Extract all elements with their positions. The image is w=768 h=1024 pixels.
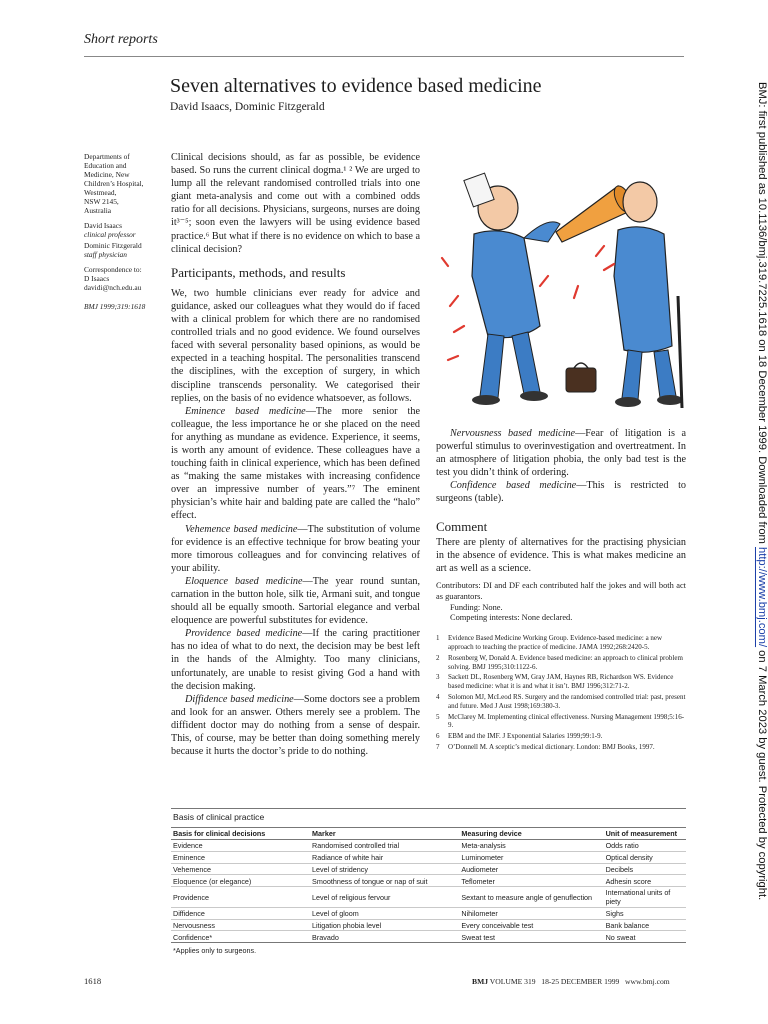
table-footnote: *Applies only to surgeons. <box>173 946 257 956</box>
confidence-paragraph <box>436 479 686 505</box>
vehemence-paragraph <box>171 523 420 575</box>
nervousness-term: Nervousness based medicine <box>450 428 576 439</box>
correspondence-block <box>84 265 168 292</box>
reference-item: 3 Sackett DL, Rosenberg WM, Gray JAM, Haynes RB, Richardson WS. Evidence based medicine: what it is and what it isn’t. BMJ 1996;312:71-2. <box>436 673 674 691</box>
copyright-side-notice <box>748 82 768 942</box>
author1-block <box>84 221 168 259</box>
header-rule <box>84 56 684 57</box>
table-header-cell: Marker <box>310 828 459 840</box>
author1-name: David Isaacs <box>84 221 122 230</box>
side-notice-text: BMJ: first published as 10.1136/bmj.319.7225.1618 on 18 December 1999. Downloaded from <box>756 82 768 547</box>
comment-paragraph: There are plenty of alternatives for the practising physician in the absence of evidence. This is what makes medicine an art as well as a science. <box>436 536 686 574</box>
cartoon-doctors-icon <box>442 173 683 408</box>
eloquence-paragraph <box>171 575 420 627</box>
right-column <box>436 427 686 754</box>
nervousness-paragraph <box>436 427 686 479</box>
methods-paragraph: We, two humble clinicians ever ready for advice and guidance, asked our colleagues what they would do if faced with a clinical problem for which there are no randomised controlled trials and no good evidence. We found ourselves faced with several personality based opinions, as would be expected in a teaching hospital. The personalities transcend the disciplines, with the exception of surgery, in which discipline transcends personality. We categorised their replies, on the basis of no evidence whatsoever, as follows. <box>171 287 420 404</box>
author-sidebar <box>84 152 168 317</box>
table-row: Providence Level of religious fervour Sextant to measure angle of genuflection International units of piety <box>171 887 686 908</box>
correspondence-email[interactable]: davidi@nch.edu.au <box>84 283 142 292</box>
affiliation-line: NSW 2145, <box>84 197 119 206</box>
reference-list <box>436 634 686 752</box>
footer-volume: VOLUME 319 <box>489 977 536 986</box>
affiliation-line: Departments of <box>84 152 130 161</box>
eloquence-term: Eloquence based medicine <box>185 575 303 587</box>
affiliation-line: Education and <box>84 161 127 170</box>
cartoon-doctors-illustration <box>428 146 690 418</box>
reference-item: 7 O’Donnell M. A sceptic’s medical dictionary. London: BMJ Books, 1997. <box>436 742 655 751</box>
vehemence-term: Vehemence based medicine <box>185 523 298 535</box>
table-row: Vehemence Level of stridency Audiometer Decibels <box>171 863 686 875</box>
table-row: Nervousness Litigation phobia level Every conceivable test Bank balance <box>171 919 686 931</box>
nervousness-text: —Fear of litigation is a powerful stimulus to overinvestigation and overtreatment. In an atmosphere of litigation phobia, the only bad test is the test you didn’t think of ordering. <box>436 428 686 479</box>
reference-item: 5 McClarey M. Implementing clinical effectiveness. Nursing Management 1998;5:16-9. <box>436 712 685 730</box>
affiliation <box>84 152 168 215</box>
table-header-row <box>171 828 686 840</box>
table-header-cell: Basis for clinical decisions <box>171 828 310 840</box>
side-notice-text: on 7 March 2023 by guest. Protected by copyright. <box>756 647 768 901</box>
footer-date: 18-25 DECEMBER 1999 <box>541 977 620 986</box>
left-column <box>171 151 420 758</box>
eminence-text: —The more senior the colleague, the less importance he or she placed on the need for anything as mundane as evidence. Experience, it seems, is worth any amount of evidence. These colleagues have a touching faith in clinical experience, which has been defined as “making the same mistakes with increasing confidence over an impressive number of years.”⁷ The eminent physician’s white hair and balding pate are called the “halo” effect. <box>171 405 420 522</box>
section-label: Short reports <box>84 32 158 47</box>
providence-text: —If the caring practitioner has no idea of what to do next, the decision may be best left in the hands of the Almighty. Too many clinicians, unfortunately, are unable to resist giving God a hand with the decision making. <box>171 628 421 692</box>
table-title: Basis of clinical practice <box>173 812 265 822</box>
funding-note: Funding: None. <box>450 602 503 612</box>
table-header-cell: Unit of measurement <box>604 828 686 840</box>
affiliation-line: Medicine, New <box>84 170 130 179</box>
methods-heading: Participants, methods, and results <box>171 264 346 280</box>
journal-footer <box>472 977 670 986</box>
table-row: Evidence Randomised controlled trial Meta-analysis Odds ratio <box>171 840 686 852</box>
article-title: Seven alternatives to evidence based medicine <box>170 75 542 97</box>
footer-site[interactable]: www.bmj.com <box>625 977 670 986</box>
practice-table-block <box>171 808 686 955</box>
providence-paragraph <box>171 627 420 692</box>
affiliation-line: Westmead, <box>84 188 117 197</box>
vehemence-text: —The substitution of volume for evidence is an effective technique for brow beating your more timorous colleagues and for convincing relatives of your ability. <box>171 523 420 574</box>
correspondence-name: D Isaacs <box>84 274 110 283</box>
author2-name: Dominic Fitzgerald <box>84 241 142 250</box>
author2-role: staff physician <box>84 250 127 259</box>
page-number: 1618 <box>84 976 102 986</box>
diffidence-paragraph <box>171 693 420 758</box>
affiliation-line: Australia <box>84 206 112 215</box>
table-header-cell: Measuring device <box>459 828 603 840</box>
table-row: Diffidence Level of gloom Nihilometer Sighs <box>171 907 686 919</box>
eloquence-text: —The year round suntan, carnation in the button hole, silk tie, Armani suit, and tongue should all be equally smooth. Sartorial elegance and verbal eloquence are powerful substitutes for evidence. <box>171 575 420 627</box>
footer-journal: BMJ <box>472 977 489 986</box>
practice-table <box>171 827 686 943</box>
intro-paragraph: Clinical decisions should, as far as possible, be evidence based. So runs the current clinical dogma.¹ ² We are urged to lump all the relevant randomised controlled trials into one giant meta-analysis and come out with a combined odds ratio for all decisions. Physicians, surgeons, nurses are doing it³⁻⁵; soon even the lawyers will be using evidence based practice.⁶ But what if there is no evidence on which to base a clinical decision? <box>171 152 420 255</box>
table-row: Eloquence (or elegance) Smoothness of tongue or nap of suit Teflometer Adhesin score <box>171 875 686 887</box>
reference-item: 1 Evidence Based Medicine Working Group. Evidence-based medicine: a new approach to teaching the practice of medicine. JAMA 1992;268:2420-5. <box>436 634 663 651</box>
table-row: Eminence Radiance of white hair Luminometer Optical density <box>171 851 686 863</box>
contributors-note: Contributors: DI and DF each contributed half the jokes and will both act as guarantors. <box>436 580 686 601</box>
diffidence-term: Diffidence based medicine <box>185 693 294 705</box>
eminence-paragraph <box>171 405 420 523</box>
correspondence-label: Correspondence to: <box>84 265 142 274</box>
diffidence-text: —Some doctors see a problem and look for an answer. Others merely see a problem. The diffident doctor may do nothing from a sense of despair. This, of course, may be better than doing something merely because it hurts the doctor’s pride to do nothing. <box>171 693 420 758</box>
providence-term: Providence based medicine <box>185 628 303 640</box>
confidence-text: —This is restricted to surgeons (table). <box>436 480 687 505</box>
side-notice-link[interactable]: http://www.bmj.com/ <box>756 546 768 648</box>
table-row: Confidence* Bravado Sweat test No sweat <box>171 931 686 943</box>
confidence-term: Confidence based medicine <box>450 480 577 492</box>
affiliation-line: Children’s Hospital, <box>84 179 144 188</box>
article-authors: David Isaacs, Dominic Fitzgerald <box>170 101 325 113</box>
citation: BMJ 1999;319:1618 <box>84 302 146 311</box>
eminence-term: Eminence based medicine <box>185 405 306 417</box>
comment-heading: Comment <box>436 518 488 534</box>
reference-item: 2 Rosenberg W, Donald A. Evidence based medicine: an approach to clinical problem solving. BMJ 1995;310:1122-6. <box>436 653 683 671</box>
competing-interests-note: Competing interests: None declared. <box>450 613 573 623</box>
reference-item: 6 EBM and the IMF. J Exponential Salaries 1999;99:1-9. <box>436 732 603 741</box>
reference-item: 4 Solomon MJ, McLeod RS. Surgery and the randomised controlled trial: past, present and future. Med J Aust 1998;169:380-3. <box>436 692 686 710</box>
author1-role: clinical professor <box>84 230 136 239</box>
